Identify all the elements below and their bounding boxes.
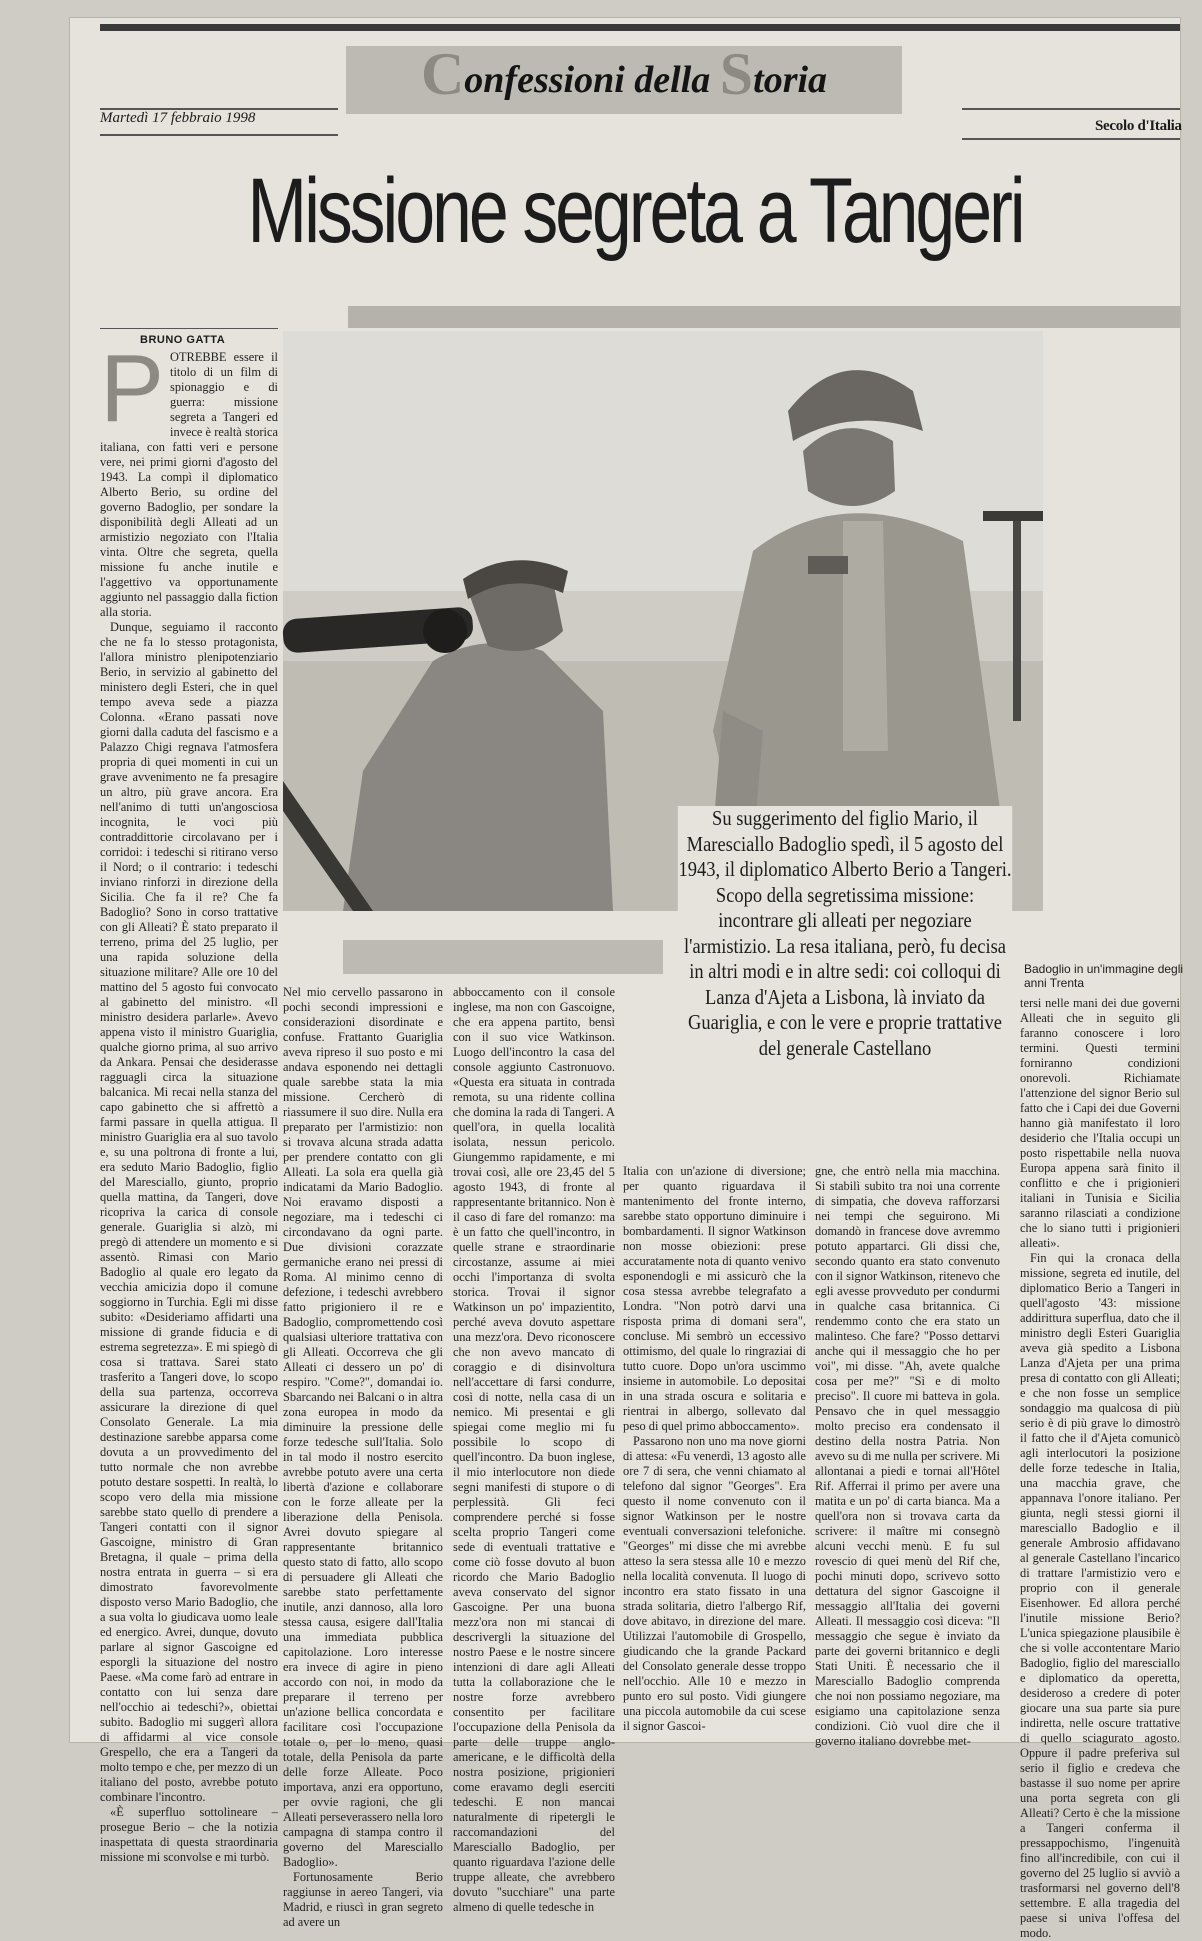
issue-date: Martedì 17 febbraio 1998 — [100, 110, 256, 126]
masthead-word1: onfessioni della — [464, 59, 720, 101]
column-6-body: tersi nelle mani dei due governi Alleati che in seguito gli faranno conoscere i loro termini. Questi termini forniranno condizioni onorevoli. Richiamate l'attenzione del signor Berio sul fatto che i Capi dei due Governi hanno già manifestato il loro desiderio che l'Italia occupi un posto rispettabile nella nuova Europa appena sarà finito il conflitto e che i prigionieri italiani in Tunisia e Sicilia saranno rilasciati a condizione che lo siano tutti i prigionieri alleati». — [1020, 996, 1180, 1250]
column-1-paragraph-3: «È superfluo sottolineare – prosegue Berio – che la notizia inaspettata di questa straordinaria missione mi sconvolse e mi turbò. — [100, 1805, 278, 1864]
paper-rule-top — [962, 108, 1180, 110]
paper-rule-bottom — [962, 138, 1180, 140]
section-masthead — [346, 41, 902, 114]
column-1-paragraph-2: Dunque, seguiamo il racconto che ne fa lo stesso protagonista, l'allora ministro plenipotenziario Berio, in servizio al gabinetto del ministero degli Esteri, che in quel tempo aveva sede a piazza Colonna. «Erano passati nove giorni dalla caduta del fascismo e a Palazzo Chigi regnava l'atmosfera propria di quei momenti in cui un grave avvenimento ne fa presagire un altro, più grave ancora. Era nell'animo di tutti un'angosciosa incognita, le voci più contraddittorie circolavano per i corridoi: i tedeschi si ritirano verso il Nord; o il contrario: i tedeschi inviano rinforzi in direzione della Sicilia. Che fa il re? Che fa Badoglio? Sono in corso trattative con gli Alleati? È stato preparato il terreno, prima del 25 luglio, per una rapida soluzione della situazione militare? Alle ore 10 del mattino del 5 agosto fui convocato al gabinetto del ministro. «Il ministro desidera parlarle». Avevo appena visto il ministro Guariglia, qualche giorno prima, al suo arrivo da Ankara. Pensai che desiderasse ragguagli circa la situazione balcanica. Mi recai nella stanza del capo gabinetto che si affrettò a farmi passare in quella attigua. Il ministro Guariglia era al suo tavolo e, su una poltrona di fronte a lui, era seduto Mario Badoglio, figlio del Maresciallo, giunto, proprio quella mattina, da Tangeri, dove ricopriva la carica di console generale. Guariglia si alzò, mi pregò di attendere un momento e si assentò. Rimasi con Mario Badoglio al quale ero legato da vecchia amicizia dopo il comune soggiorno in Turchia. Egli mi disse subito: «Desideriamo affidarti una missione di grande fiducia e di estrema segretezza». E mi spiegò di cosa si trattava. Sarei stato trasferito a Tangeri dove, lo scopo della sua partenza, occorreva assicurare la direzione di quel Consolato Generale. La mia destinazione sarebbe apparsa come dovuta a un provvedimento del tutto normale che non avrebbe potuto destare sospetti. In realtà, lo scopo vero della mia missione sarebbe stato quello di prendere a Tangeri contatti con il signor Gascoigne, ministro di Gran Bretagna, il quale – prima della nostra entrata in guerra – si era dimostrato favorevolmente disposto verso Mario Badoglio, che a sua volta lo giudicava uomo leale ed energico. Avrei, dunque, dovuto parlare al signor Gascoigne ed esporgli la situazione del nostro Paese. «Ma come farò ad entrare in contatto con lui senza dare nell'occhio ai tedeschi?», obiettai subito. Badoglio mi suggerì allora di affidarmi al vice console Grespello, che era a Tangeri da molto tempo e che, per mezzo di un italiano del posto, avrebbe potuto combinare l'incontro. — [100, 620, 278, 1804]
decorative-gray-box — [343, 940, 663, 974]
column-4-paragraph-2: Passarono non uno ma nove giorni di attesa: «Fu venerdì, 13 agosto alle ore 7 di sera, che venni chiamato al telefono dal signor "Georges". Era questo il nome convenuto con il signor Watkinson per le nostre eventuali conversazioni telefoniche. "Georges" mi disse che mi avrebbe atteso la sera stessa alle 10 e mezzo nella località convenuta. Il luogo di incontro era stato fissato in una strada solitaria, dietro l'albergo Rif, dove abitavo, in direzione del mare. Utilizzai l'automobile di Grospello, giudicando che la grande Packard del Consolato generale desse troppo nell'occhio. Alle 10 e mezzo in punto ero sul posto. Vidi giungere una piccola automobile da cui scese il signor Gascoi- — [623, 1434, 806, 1733]
column-2-paragraph-2: Fortunosamente Berio raggiunse in aereo Tangeri, via Madrid, e riuscì in gran segreto ad avere un — [283, 1870, 443, 1929]
newspaper-name: Secolo d'Italia — [1095, 118, 1182, 134]
article-column-4 — [623, 1164, 806, 1733]
article-column-5 — [815, 1164, 1000, 1748]
column-3-body: abboccamento con il console inglese, ma non con Gascoigne, che era appena partito, bensì con il suo vice Watkinson. Luogo dell'incontro la casa del console aggiunto Castronuovo. «Questa era situata in contrada remota, su una ridente collina che domina la rada di Tangeri. A quell'ora, in quella località isolata, nessun pericolo. Giungemmo rapidamente, e mi trovai così, alle ore 23,45 del 5 agosto 1943, di fronte al rappresentante britannico. Non è il caso di fare del romanzo: ma è un fatto che quell'incontro, in quelle strane e straordinarie circostanze, assume ai miei occhi l'importanza di svolta storica. Trovai il signor Watkinson un po' impazientito, perché aveva dovuto aspettare una mezz'ora. Devo riconoscere che non avevo mancato di coraggio e di disinvoltura nell'accettare di farsi condurre, così di notte, nella casa di un nemico. Mi presentai e gli spiegai come meglio mi fu possibile lo scopo di quell'incontro. Da buon inglese, il mio interlocutore non diede segni manifesti di stupore o di perplessità. Gli feci comprendere perché si fosse scelta proprio Tangeri come sede di eventuali trattative e come ciò fosse dovuto al buon ricordo che Mario Badoglio aveva conservato del signor Gascoigne. Per una buona mezz'ora non mi stancai di descrivergli la situazione del nostro Paese e le nostre sincere intenzioni di dare agli Alleati tutta la collaborazione che le nostre forze avrebbero consentito per facilitare l'occupazione della Penisola da parte delle truppe anglo-americane, e le difficoltà della nostra posizione, prigionieri come eravamo degli eserciti tedeschi. E non mancai naturalmente di ripetergli le raccomandazioni del Maresciallo Badoglio, per quanto riguardava l'azione delle truppe alleate, che avrebbero dovuto "succhiare" una parte almeno di quelle tedesche in — [453, 985, 615, 1914]
article-column-6 — [1020, 996, 1180, 1940]
pull-quote: Su suggerimento del figlio Mario, il Maresciallo Badoglio spedì, il 5 agosto del 1943, il diplomatico Alberto Berio a Tangeri. Scopo della segretissima missione: incontrare gli alleati per negoziare l'armistizio. La resa italiana, però, fu decisa in altri modi e in altre sedi: coi colloqui di Lanza d'Ajeta a Lisbona, là inviato da Guariglia, e con le vere e proprie trattative del generale Castellano — [678, 806, 1012, 1060]
masthead-word2: toria — [753, 59, 828, 101]
headline: Missione segreta a Tangeri — [247, 160, 1023, 262]
column-4-body: Italia con un'azione di diversione; per quanto riguardava il mantenimento del fronte interno, sarebbe stato opportuno diminuire i bombardamenti. Il signor Watkinson non mosse obiezioni: prese accuratamente nota di quanto venivo esponendogli e mi assicurò che la cosa stessa avrebbe telegrafato a Londra. "Non potrò darvi una risposta prima di domani sera", concluse. Mi sembrò un eccessivo ottimismo, del quale lo ringraziai di tutto cuore. Dopo un'ora uscimmo insieme in automobile. Lo depositai in una strada oscura e solitaria e rientrai in albergo, sollevato dal peso di quel primo abboccamento». — [623, 1164, 806, 1433]
article-column-2 — [283, 985, 443, 1929]
article-column-3 — [453, 985, 615, 1914]
column-1-lead: OTREBBE essere il titolo di un film di spionaggio e di guerra: missione segreta a Tangeri ed invece è realtà storica italiana, con fatti veri e persone vere, nei primi giorni d'agosto del 1943. La compì il diplomatico Alberto Berio, su ordine del governo Badoglio, per sondare la disponibilità degli Alleati ad un armistizio negoziato con l'Italia vinta. Oltre che segreta, quella missione fu anche inutile e l'aggettivo va opportunamente aggiunto nel passaggio dalla fiction alla storia. — [100, 350, 278, 619]
top-rule — [100, 24, 1180, 31]
column-2-body: Nel mio cervello passarono in pochi secondi impressioni e considerazioni disordinate e confuse. Frattanto Guariglia aveva ripreso il suo posto e mi andava esponendo nei dettagli quale sarebbe stata la mia missione. Cercherò di riassumere il suo dire. Nulla era preparato per l'armistizio: non si trovava alcuna strada adatta per prendere contatto con gli Alleati. La sola era quella già indicatami da Mario Badoglio. Noi eravamo disposti a negoziare, ma i tedeschi ci circondavano da ogni parte. Due divisioni corazzate germaniche erano nei pressi di Roma. Al minimo cenno di defezione, i tedeschi avrebbero fatto prigioniero il re e Badoglio, compromettendo così qualsiasi ulteriore trattativa con gli Alleati. Occorreva che gli Alleati ci dessero un po' di respiro. "Come?", domandai io. Sbarcando nei Balcani o in altra zona europea in modo da diminuire la pressione delle forze tedesche sull'Italia. Solo in tal modo il nostro esercito avrebbe potuto avere una certa libertà d'azione e collaborare con le forze alleate per la liberazione della Penisola. Avrei dovuto spiegare al rappresentante britannico questo stato di fatto, allo scopo di persuadere gli Alleati che sarebbe stato perfettamente inutile, anzi dannoso, alla loro stessa causa, esigere dall'Italia una immediata pubblica capitolazione. Loro interesse era invece di agire in pieno accordo con noi, in modo da preparare il terreno per un'azione bellica concordata e facilitare così l'occupazione totale o, per lo meno, quasi totale, della Penisola da parte delle forze Alleate. Poco importava, anzi era opportuno, per ovvie ragioni, che gli Alleati perseverassero nella loro campagna di stampa contro il governo del Maresciallo Badoglio». — [283, 985, 443, 1869]
drop-cap: P — [100, 335, 165, 442]
photo-header-bar — [348, 306, 1180, 328]
byline-rule — [100, 328, 278, 329]
column-5-body: gne, che entrò nella mia macchina. Si stabilì subito tra noi una corrente di simpatia, che doveva rafforzarsi nei tempi che seguirono. Mi domandò in francese dove avremmo potuto appartarci. Gli dissi che, secondo quanto era stato convenuto con il signor Watkinson, ritenevo che egli avesse provveduto per condurmi in qualche casa britannica. Ci rendemmo conto che era stato un malinteso. Che fare? "Posso dettarvi anche qui il messaggio che ho per voi", mi disse. "Ah, avete qualche cosa per me?" "Sì e di molto preciso". Il cuore mi batteva in gola. Pensavo che in quel messaggio molto preciso era condensato il destino della nostra Patria. Non avevo su di me nulla per scrivere. Mi allontanai a piedi e tornai all'Hôtel Rif. Afferrai il primo per avere una matita e un po' di carta bianca. Ma a quell'ora non si trovava carta da scrivere: il maître mi consegnò alcuni vecchi menù. E fu sul rovescio di quei menù del Rif che, pochi minuti dopo, scrivevo sotto dettatura del signor Gascoigne il messaggio all'Italia dei governi Alleati. Il messaggio così diceva: "Il messaggio che segue è inviato da parte dei governi britannico e degli Stati Uniti. È necessario che il Maresciallo Badoglio comprenda che noi non possiamo negoziare, ma esigiamo una capitolazione senza condizioni. Ciò vuol dire che il governo italiano dovrebbe met- — [815, 1164, 1000, 1748]
date-rule-bottom — [100, 134, 338, 136]
masthead-cap-s: S — [719, 41, 754, 107]
masthead-cap-c: C — [420, 41, 465, 107]
photo-caption: Badoglio in un'immagine degli anni Trenta — [1024, 962, 1184, 990]
byline: BRUNO GATTA — [140, 334, 226, 346]
column-6-paragraph-2: Fin qui la cronaca della missione, segreta ed inutile, del diplomatico Berio a Tangeri in quell'agosto '43: missione addirittura superflua, dato che il ministro degli Esteri Guariglia aveva già spedito a Lisbona Lanza d'Ajeta per una prima presa di contatto con gli Alleati; e che non fosse un semplice sondaggio ma qualcosa di più serio è di più grave lo dimostrò il fatto che il d'Ajeta comunicò agli interlocutori la posizione delle forze tedesche in Italia, una macchia grave, che appannava l'onore italiano. Per giunta, negli stessi giorni il maresciallo Badoglio e il generale Ambrosio affidavano al generale Castellano l'incarico di trattare l'armistizio vero e proprio con il generale Eisenhower. Ed allora perché l'inutile missione Berio? L'unica spiegazione plausibile è che si volle accontentare Mario Badoglio, figlio del maresciallo e diplomatico da operetta, desideroso a credere di poter giocare una sua parte sia pure indiretta, nelle oscure trattative di quello sciagurato agosto. Oppure il padre preferiva sul serio il figlio e credeva che bastasse il suo nome per aprire una porta segreta con gli Alleati? Certo è che la missione a Tangeri conferma il pressappochismo, l'ingenuità fino all'incredibile, con cui il governo del 25 luglio si avviò a trasformarsi nel governo dell'8 settembre. E alla tragedia del paese si univa l'offesa del modo. — [1020, 1251, 1180, 1940]
